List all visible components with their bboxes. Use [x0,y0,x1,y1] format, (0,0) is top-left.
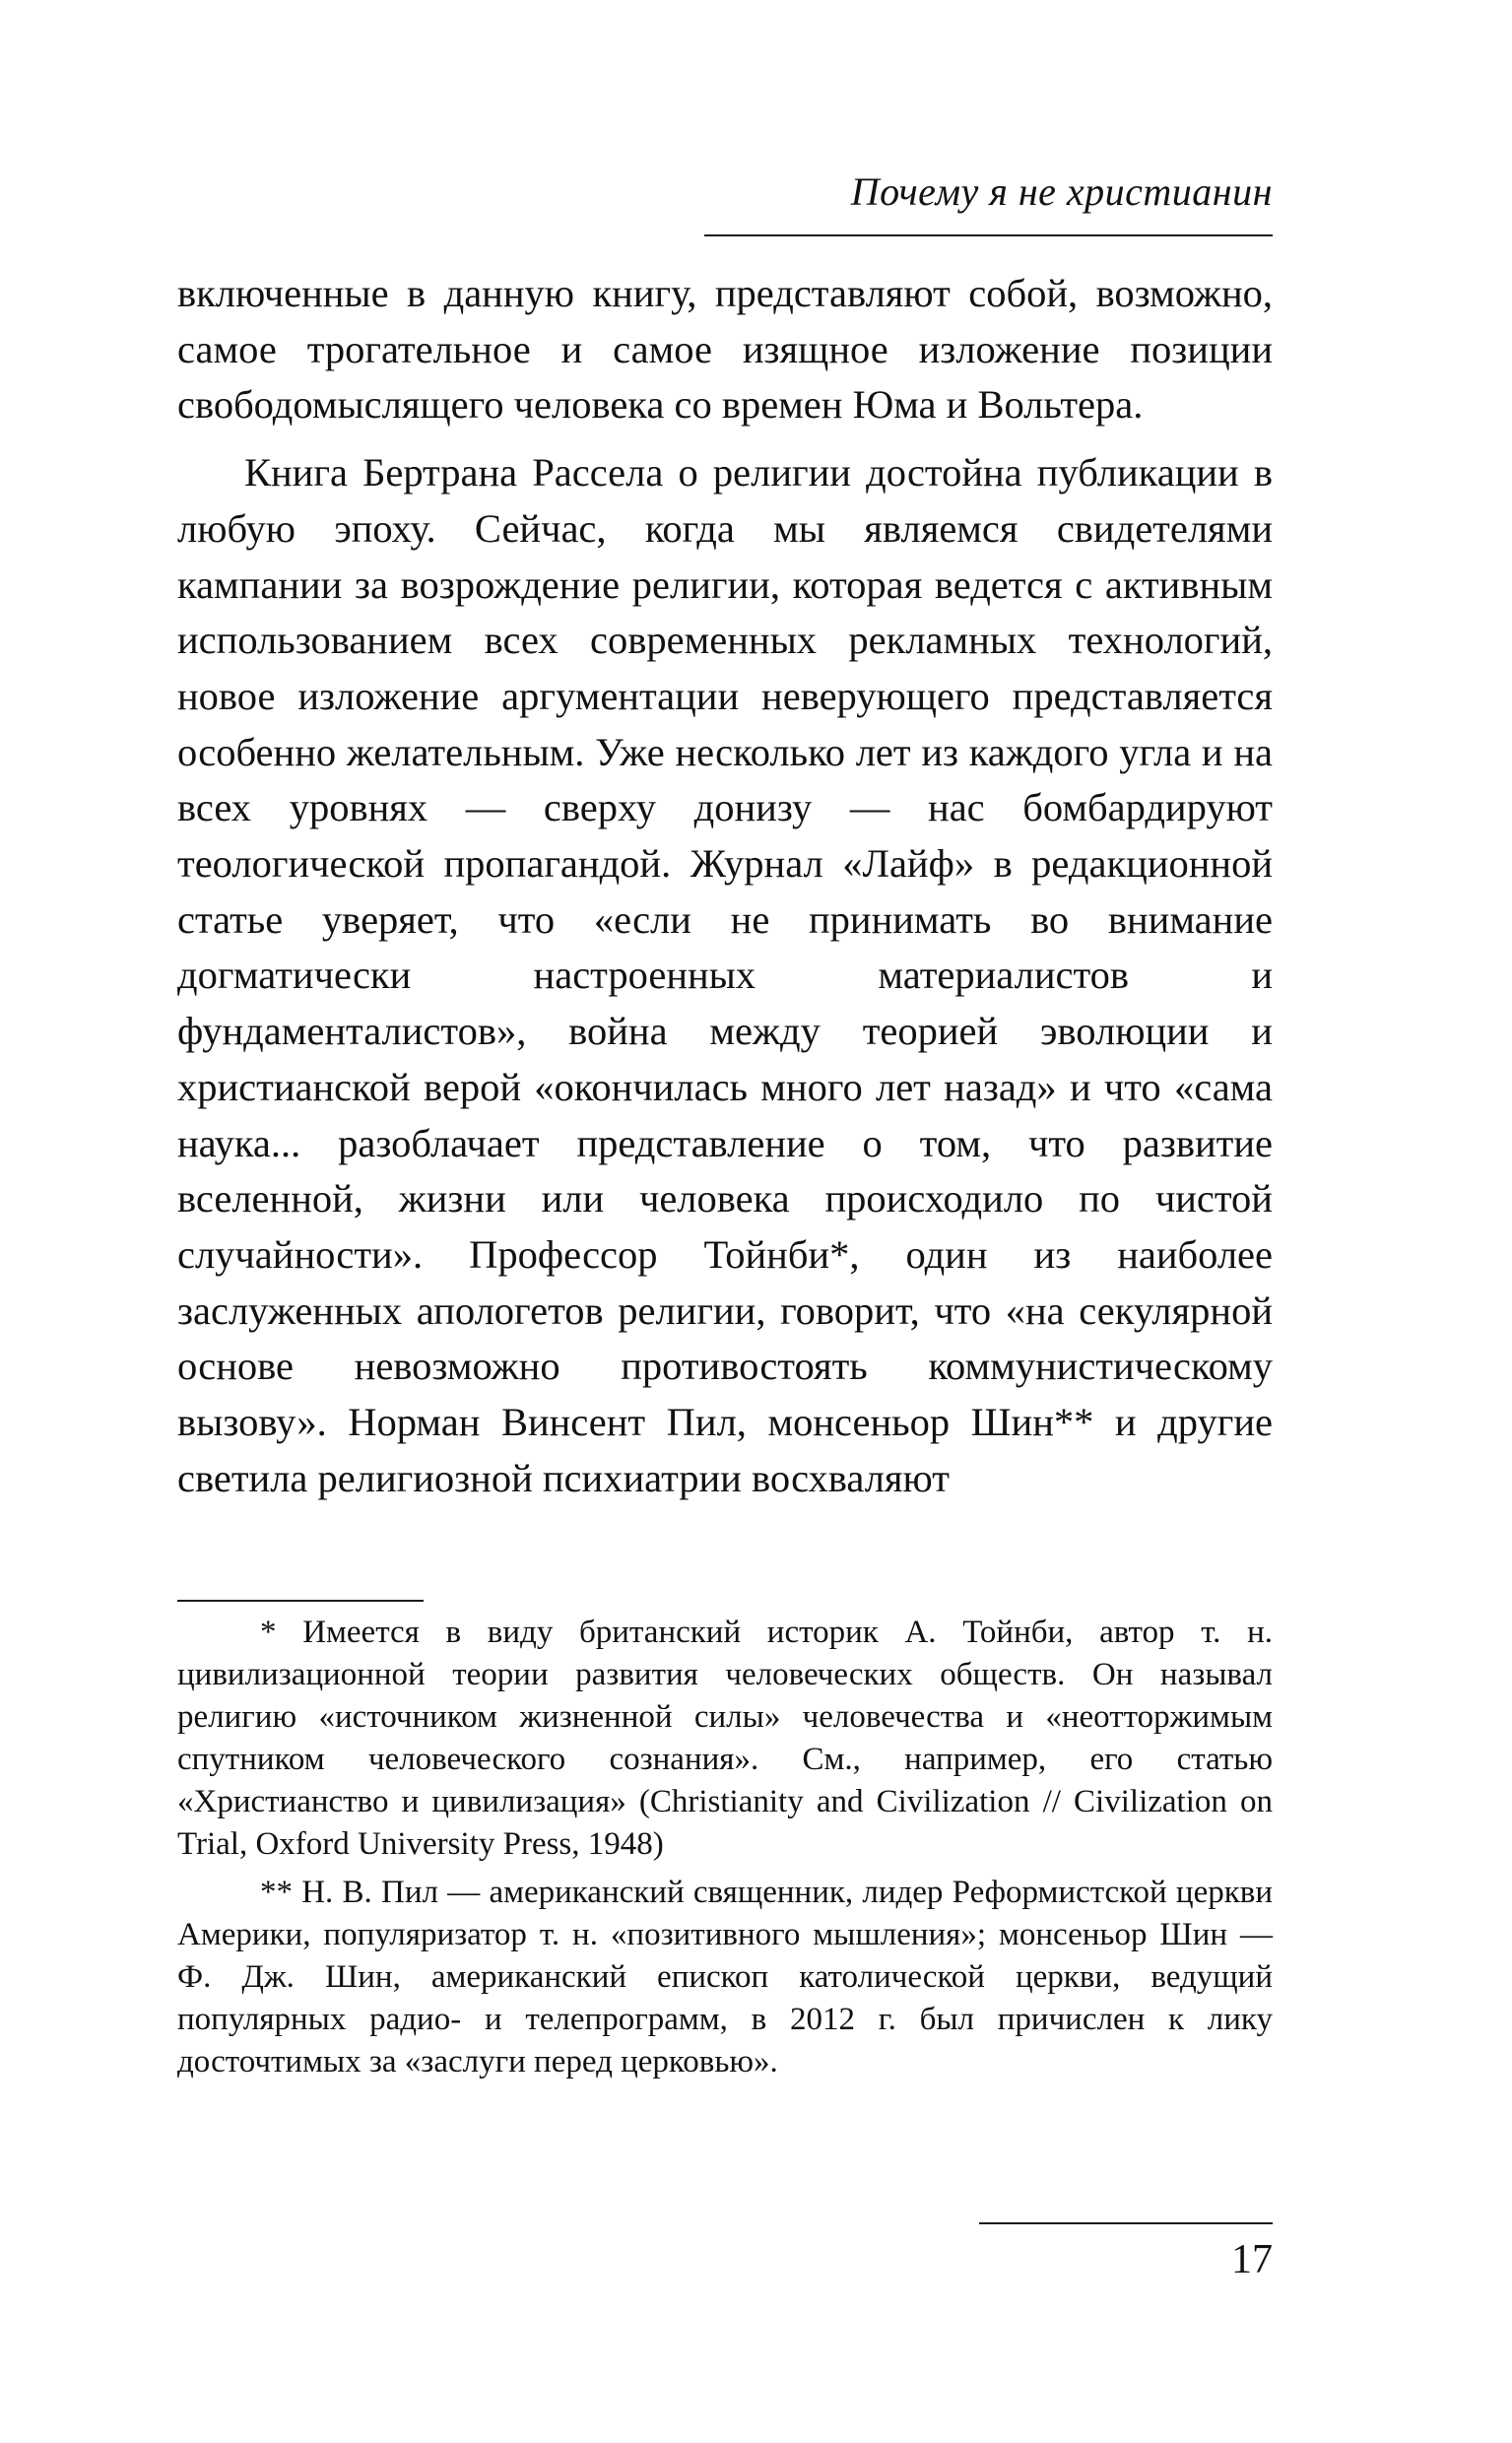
page-number-rule [979,2222,1273,2224]
footnote-toynbee: * Имеется в виду британский историк А. Тойнби, автор т. н. цивилизационной теории развития человеческих обществ. Он называл религию «источником жизненной силы» человечества и «неотторжимым спутником человеческого сознания». См., например, его статью «Христианство и цивилизация» (Christianity and Civilization // Civilization on Trial, Oxford University Press, 1948) [177,1615,1273,1862]
footnote-separator [177,1600,424,1602]
page-number: 17 [1231,2237,1273,2282]
footnote-peale-sheen: ** Н. В. Пил — американский священник, лидер Реформистской церкви Америки, популяризатор т. н. «позитивного мышления»; монсеньор Шин — Ф. Дж. Шин, американский епископ католической церкви, ведущий популярных радио- и телепрограмм, в 2012 г. был причислен к лику досточтимых за «заслуги перед церковью». [177,1875,1273,2080]
footnotes [177,1612,1273,2083]
body-paragraph: включенные в данную книгу, представляют собой, возможно, самое трогательное и самое изящное изложение позиции свободомыслящего человека со времен Юма и Вольтера. [177,271,1273,428]
body-text [177,266,1273,1506]
running-head: Почему я не христианин [850,169,1273,214]
running-head-rule [704,234,1273,236]
body-paragraph: Книга Бертрана Рассела о религии достойна публикации в любую эпоху. Сейчас, когда мы являемся свидетелями кампании за возрождение религии, которая ведется с активным использованием всех современных рекламных технологий, новое изложение аргументации неверующего представляется особенно желательным. Уже несколько лет из каждого угла и на всех уровнях — сверху донизу — нас бомбардируют теологической пропагандой. Журнал «Лайф» в редакционной статье уверяет, что «если не принимать во внимание догматически настроенных материалистов и фундаменталистов», война между теорией эволюции и христианской верой «окончилась много лет назад» и что «сама наука... разоблачает представление о том, что развитие вселенной, жизни или человека происходило по чистой случайности». Профессор Тойнби*, один из наиболее заслуженных апологетов религии, говорит, что «на секулярной основе невозможно противостоять коммунистическому вызову». Норман Винсент Пил, монсеньор Шин** и другие светила религиозной психиатрии восхваляют [177,450,1273,1500]
